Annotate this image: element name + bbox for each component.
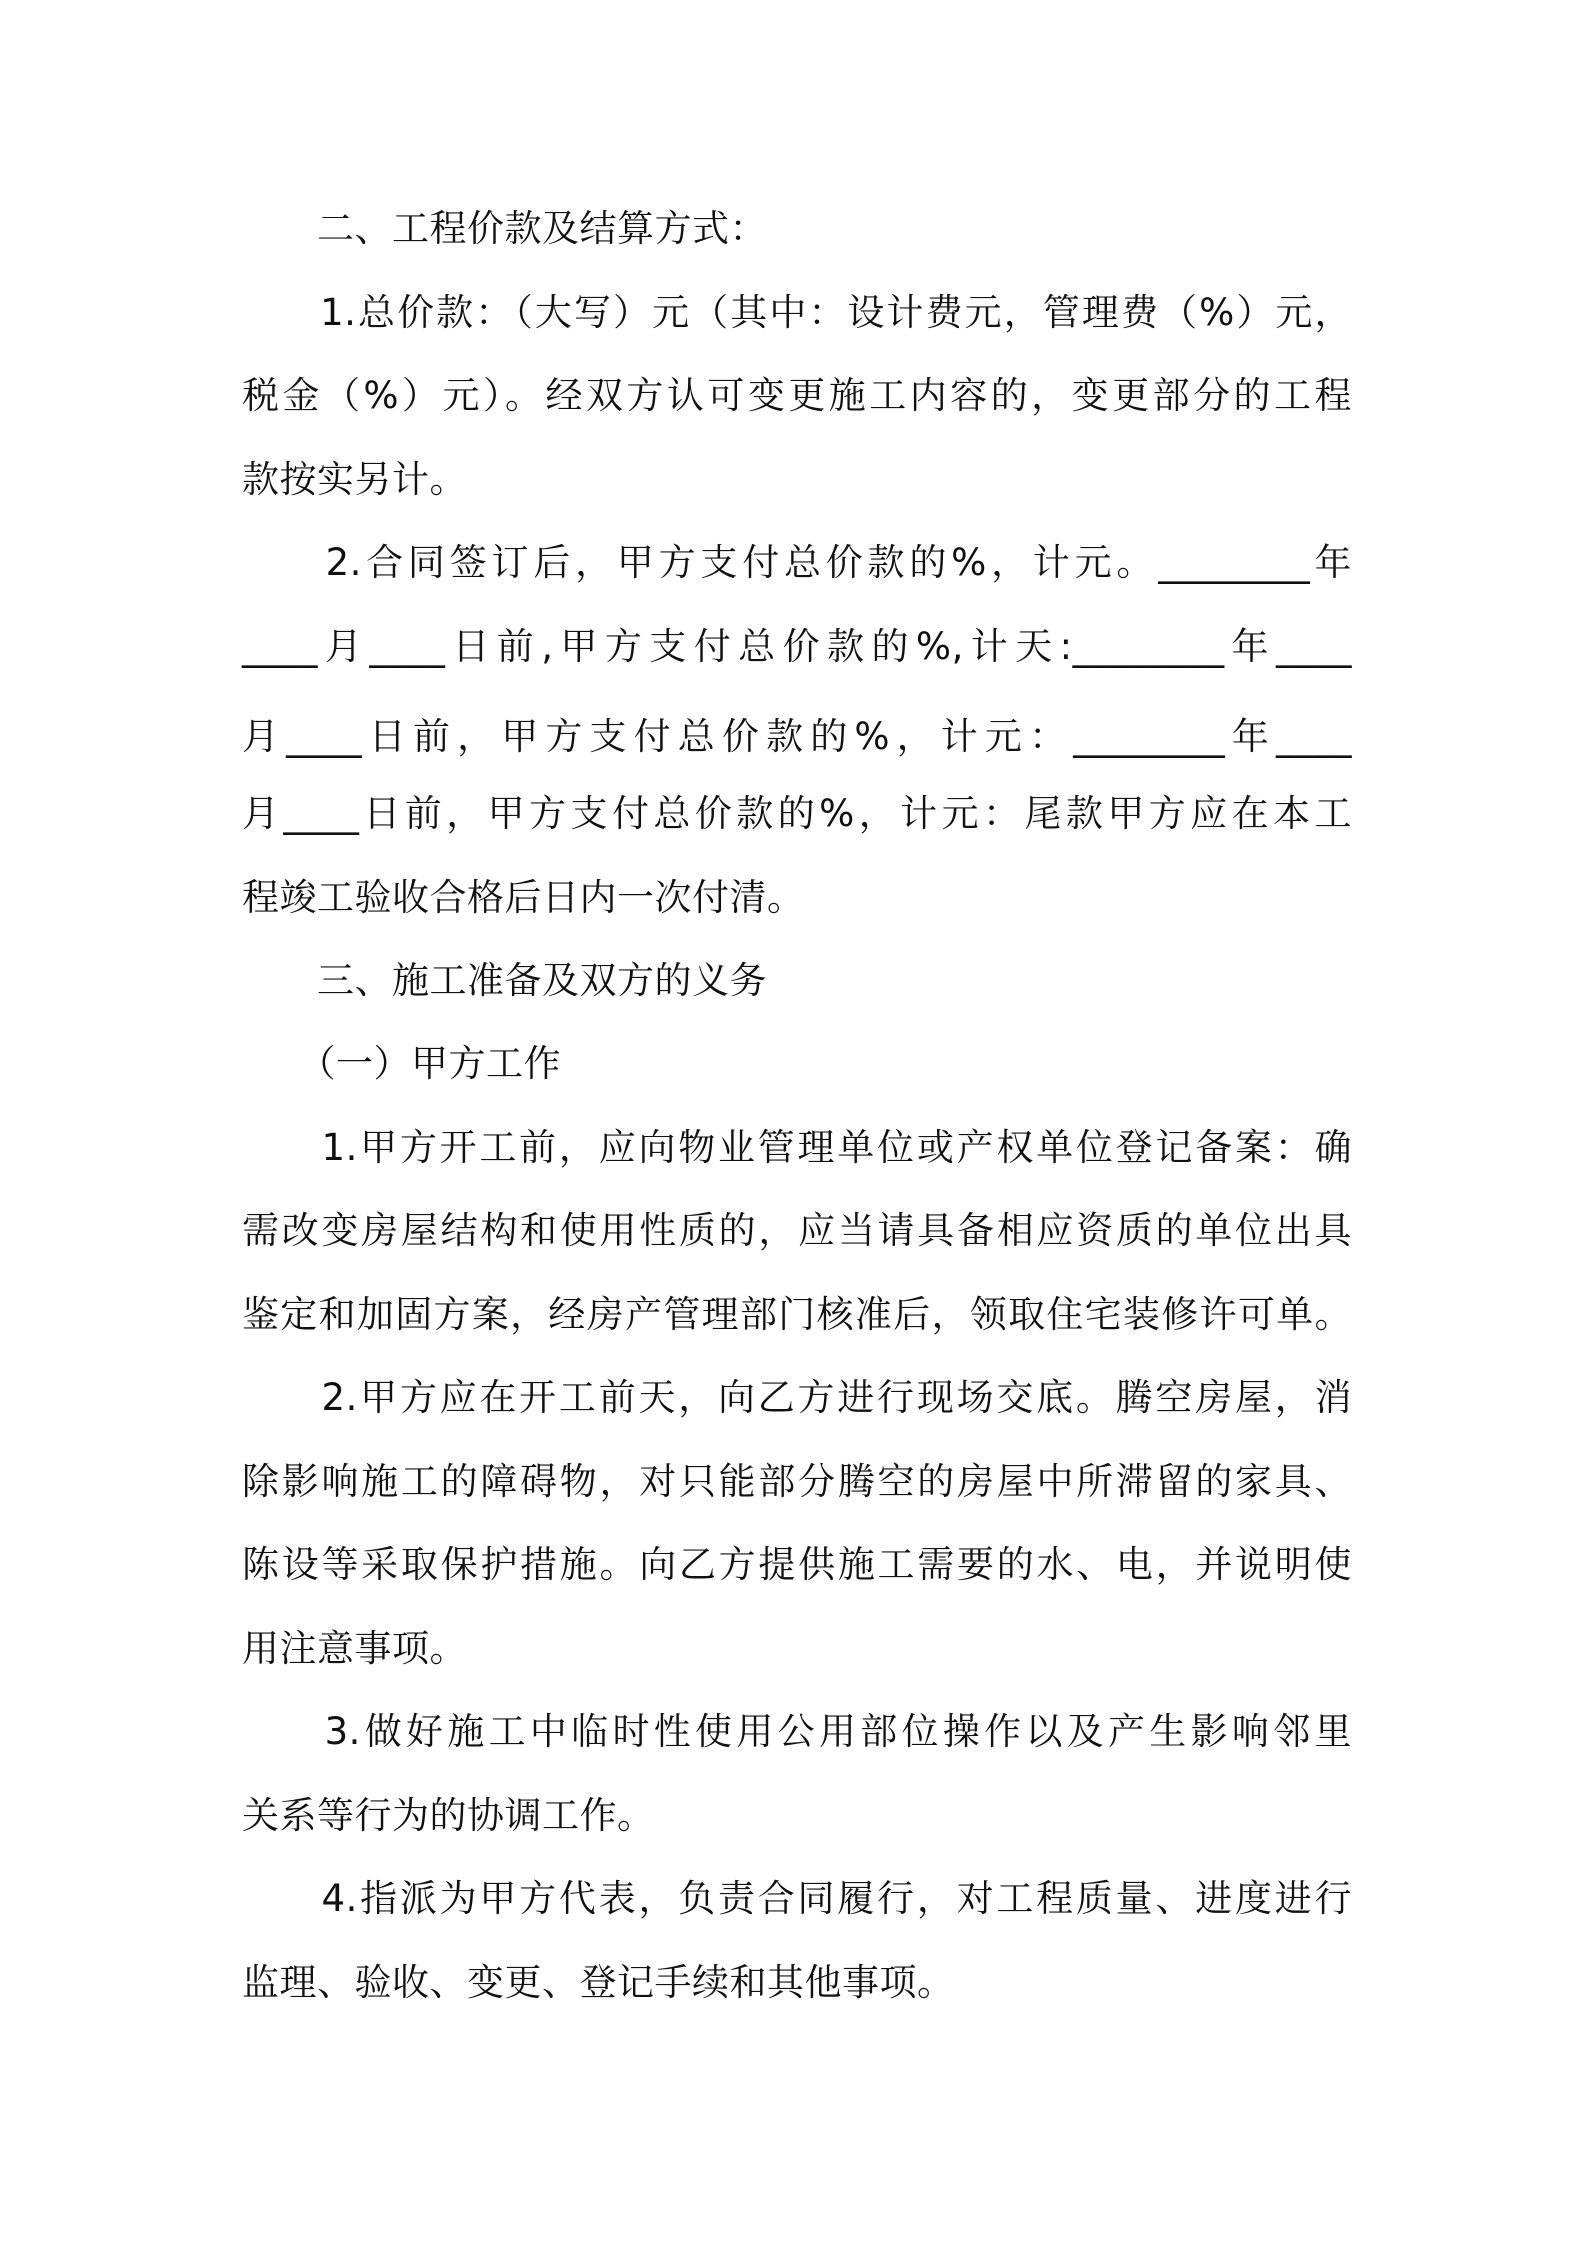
section-heading-obligations: 三、施工准备及双方的义务 <box>242 959 767 1002</box>
paragraph-line: ____月____日前,甲方支付总价款的%,计天:________年____ <box>242 625 1352 668</box>
paragraph-line: 程竣工验收合格后日内一次付清。 <box>242 876 805 919</box>
paragraph-line: 鉴定和加固方案，经房产管理部门核准后，领取住宅装修许可单。 <box>242 1293 1352 1336</box>
paragraph-line: 月____日前，甲方支付总价款的%，计元：________年____ <box>242 715 1352 758</box>
paragraph-line: 陈设等采取保护措施。向乙方提供施工需要的水、电，并说明使 <box>242 1543 1352 1586</box>
paragraph-line: 税金（%）元）。经双方认可变更施工内容的，变更部分的工程 <box>242 374 1352 417</box>
subsection-heading-party-a: （一）甲方工作 <box>242 1042 561 1085</box>
paragraph-line: 监理、验收、变更、登记手续和其他事项。 <box>242 1961 955 2004</box>
paragraph-line: 用注意事项。 <box>242 1627 467 1670</box>
paragraph-line: 3.做好施工中临时性使用公用部位操作以及产生影响邻里 <box>242 1710 1352 1753</box>
paragraph-line: 关系等行为的协调工作。 <box>242 1794 655 1837</box>
paragraph-line: 需改变房屋结构和使用性质的，应当请具备相应资质的单位出具 <box>242 1209 1352 1252</box>
section-heading-payment: 二、工程价款及结算方式： <box>242 207 767 250</box>
paragraph-line: 2.甲方应在开工前天，向乙方进行现场交底。腾空房屋，消 <box>242 1376 1352 1419</box>
paragraph-line: 4.指派为甲方代表，负责合同履行，对工程质量、进度进行 <box>242 1877 1352 1920</box>
paragraph-line: 月____日前，甲方支付总价款的%，计元：尾款甲方应在本工 <box>242 792 1352 835</box>
paragraph-line: 1.总价款：（大写）元（其中：设计费元，管理费（%）元， <box>242 291 1352 334</box>
paragraph-line: 2.合同签订后，甲方支付总价款的%，计元。________年 <box>242 541 1352 584</box>
paragraph-line: 除影响施工的障碍物，对只能部分腾空的房屋中所滞留的家具、 <box>242 1460 1352 1503</box>
paragraph-line: 1.甲方开工前，应向物业管理单位或产权单位登记备案：确 <box>242 1126 1352 1169</box>
paragraph-line: 款按实另计。 <box>242 458 467 501</box>
